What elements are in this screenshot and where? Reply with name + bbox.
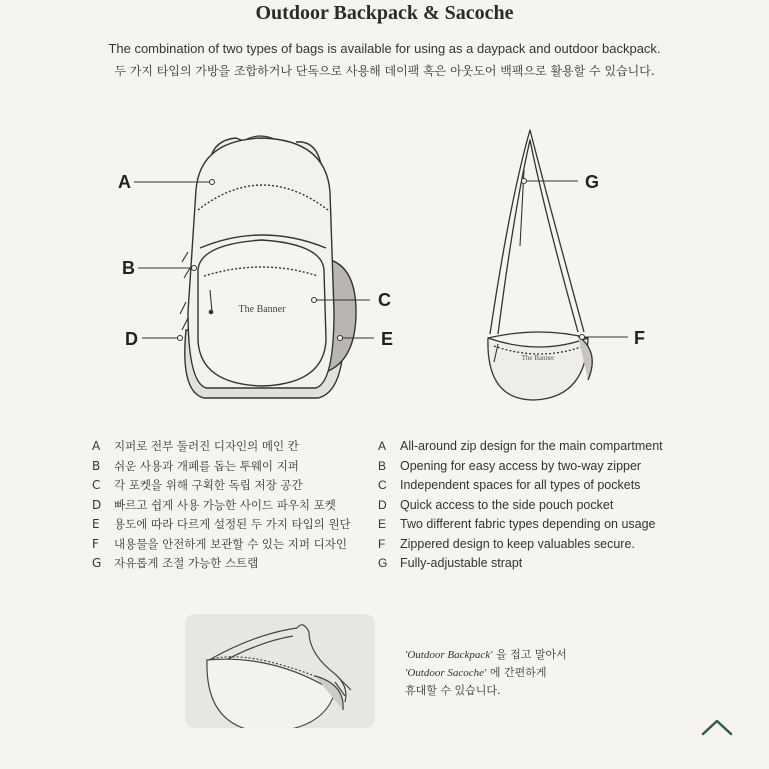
backpack-illustration bbox=[180, 136, 356, 398]
label-c: C bbox=[378, 290, 391, 310]
note-line-1: 'Outdoor Backpack' 을 접고 말아서 bbox=[405, 648, 567, 661]
scroll-top-button[interactable] bbox=[697, 712, 737, 740]
product-diagram bbox=[0, 110, 769, 420]
list-item: C Independent spaces for all types of pockets bbox=[378, 478, 641, 492]
intro-korean: 두 가지 타입의 가방을 조합하거나 단독으로 사용해 데이팩 혹은 아웃도어 백팩으로 활용할 수 있습니다. bbox=[114, 64, 655, 78]
note-line-2: 'Outdoor Sacoche' 에 간편하게 bbox=[405, 666, 547, 679]
features-korean bbox=[92, 437, 351, 574]
label-e: E bbox=[381, 329, 394, 349]
list-item: G Fully-adjustable strapt bbox=[378, 556, 523, 570]
sacoche-brand-text: The Banner bbox=[521, 354, 555, 362]
list-item: D Quick access to the side pouch pocket bbox=[378, 497, 614, 512]
label-d: D bbox=[125, 329, 138, 349]
chevron-up-icon bbox=[697, 712, 737, 740]
label-g: G bbox=[585, 172, 600, 192]
page-title: Outdoor Backpack & Sacoche bbox=[255, 2, 514, 24]
note-line-3: 휴대할 수 있습니다. bbox=[405, 684, 501, 697]
list-item: C 각 포켓을 위해 구획한 독립 저장 공간 bbox=[92, 478, 303, 492]
packing-note bbox=[405, 646, 567, 700]
list-item: B Opening for easy access by two-way zipper bbox=[378, 458, 642, 473]
list-item: E Two different fabric types depending on usage bbox=[378, 517, 656, 531]
label-b: B bbox=[122, 258, 135, 278]
backpack-brand-text: The Banner bbox=[238, 304, 286, 315]
list-item: F 내용물을 안전하게 보관할 수 있는 지퍼 디자인 bbox=[92, 536, 348, 551]
list-item: A All-around zip design for the main compartment bbox=[378, 439, 663, 453]
features-english bbox=[378, 437, 663, 574]
packed-sacoche-image bbox=[185, 614, 375, 728]
list-item: F Zippered design to keep valuables secure. bbox=[378, 536, 635, 551]
label-a: A bbox=[118, 172, 131, 192]
list-item: A 지퍼로 전부 둘러진 디자인의 메인 칸 bbox=[92, 439, 299, 453]
label-f: F bbox=[634, 328, 645, 348]
packed-sacoche-illustration bbox=[185, 614, 375, 728]
list-item: D 빠르고 쉽게 사용 가능한 사이드 파우치 포켓 bbox=[92, 497, 336, 512]
list-item: G 자유롭게 조절 가능한 스트랩 bbox=[92, 556, 259, 570]
intro-english: The combination of two types of bags is available for using as a daypack and outdoor backpack. bbox=[108, 41, 661, 56]
list-item: E 용도에 따라 다르게 설정된 두 가지 타입의 원단 bbox=[92, 517, 351, 531]
list-item: B 쉬운 사용과 개폐를 돕는 투웨이 지퍼 bbox=[92, 458, 299, 473]
